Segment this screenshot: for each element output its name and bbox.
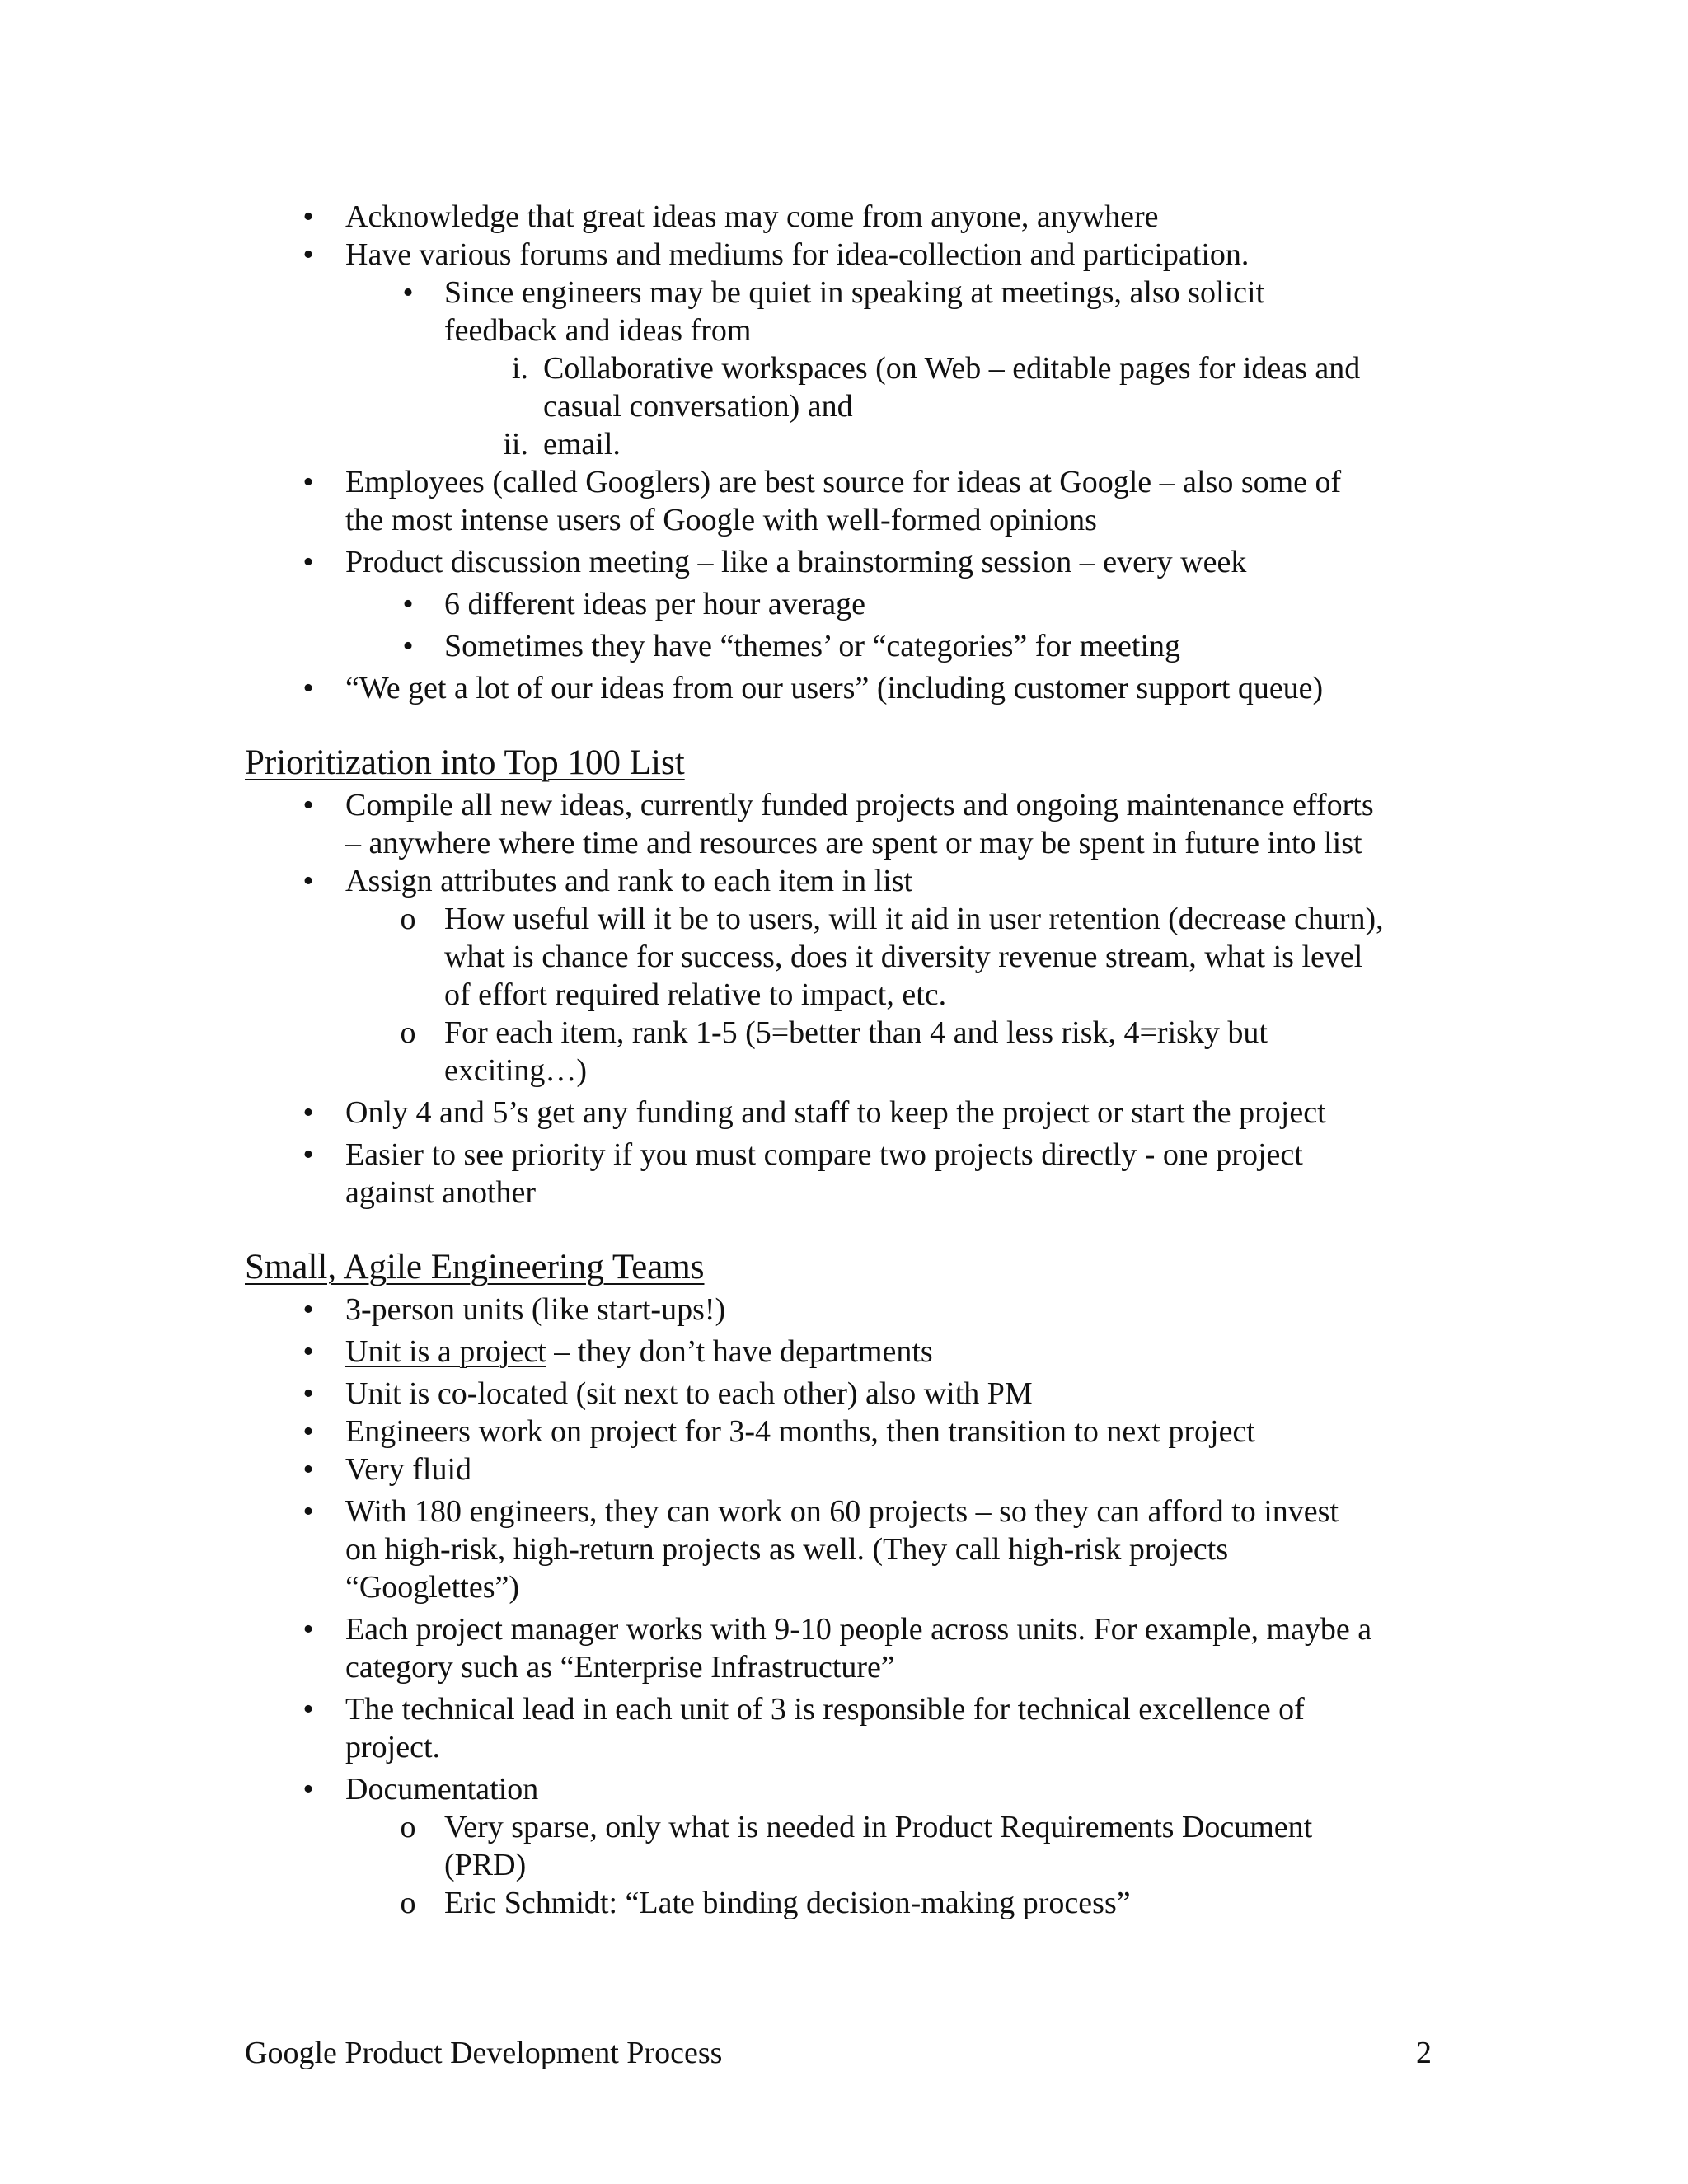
list-item: • Sometimes they have “themes’ or “categories” for meeting [245,627,1440,665]
bullet-icon: • [402,629,414,663]
bullet-icon: • [302,1772,314,1807]
list-item: i. Collaborative workspaces (on Web – editable pages for ideas and [245,349,1440,387]
list-item: ii. email. [245,425,1440,463]
list-item-continuation: category such as “Enterprise Infrastructure” [345,1650,895,1685]
list-item: • Unit is co-located (sit next to each other) also with PM [245,1375,1440,1413]
section-heading-prioritization: Prioritization into Top 100 List [245,743,685,782]
bullet-icon: • [302,199,314,234]
bullet-icon: • [302,1292,314,1327]
list-item: • Product discussion meeting – like a brainstorming session – every week [245,543,1440,581]
list-item: • Very fluid [245,1451,1440,1488]
bullet-icon: • [302,1334,314,1369]
list-item: • The technical lead in each unit of 3 is responsible for technical excellence of [245,1690,1440,1728]
list-item: • Easier to see priority if you must compare two projects directly - one project [245,1136,1440,1174]
list-item: • With 180 engineers, they can work on 60 projects – so they can afford to invest [245,1493,1440,1530]
bullet-icon: • [302,1612,314,1647]
list-item: • 3-person units (like start-ups!) [245,1291,1440,1329]
list-item-continuation: project. [345,1730,441,1765]
list-item: • Unit is a project – they don’t have departments [245,1333,1440,1371]
circle-bullet-icon: o [400,1886,416,1920]
idea-sources-list [245,198,1440,707]
bullet-icon: • [302,1494,314,1529]
bullet-icon: • [302,545,314,579]
circle-bullet-icon: o [400,1810,416,1844]
page-footer [245,2034,1432,2072]
list-item: o Eric Schmidt: “Late binding decision-making process” [245,1884,1440,1922]
roman-numeral-marker: i. [511,351,528,386]
page-number: 2 [1416,2036,1432,2070]
list-item-continuation: exciting…) [444,1053,588,1088]
footer-title: Google Product Development Process [245,2036,723,2070]
bullet-icon: • [302,1095,314,1130]
list-item-continuation: casual conversation) and [543,389,853,424]
list-item: • Each project manager works with 9-10 people across units. For example, maybe a [245,1610,1440,1648]
list-item: • Acknowledge that great ideas may come from anyone, anywhere [245,198,1440,236]
bullet-icon: • [302,1137,314,1172]
section-heading-teams: Small, Agile Engineering Teams [245,1248,705,1286]
list-item: o For each item, rank 1-5 (5=better than 4 and less risk, 4=risky but [245,1014,1440,1052]
list-item-continuation: – anywhere where time and resources are spent or may be spent in future into list [345,826,1362,860]
list-item-continuation: against another [345,1175,537,1210]
bullet-icon: • [302,1414,314,1449]
list-item-continuation: the most intense users of Google with well-formed opinions [345,503,1097,537]
list-item: • 6 different ideas per hour average [245,585,1440,623]
bullet-icon: • [302,465,314,499]
list-item: o Very sparse, only what is needed in Product Requirements Document [245,1808,1440,1846]
list-item-continuation: on high-risk, high-return projects as well. (They call high-risk projects [345,1532,1229,1567]
list-item-continuation: of effort required relative to impact, etc. [444,977,947,1012]
bullet-icon: • [302,237,314,272]
roman-numeral-marker: ii. [503,427,528,462]
bullet-icon: • [302,1692,314,1727]
list-item: • Since engineers may be quiet in speaking at meetings, also solicit [245,274,1440,312]
list-item-continuation: feedback and ideas from [444,313,752,348]
bullet-icon: • [302,788,314,823]
bullet-icon: • [302,1376,314,1411]
bullet-icon: • [302,1452,314,1487]
list-item: • Only 4 and 5’s get any funding and staff to keep the project or start the project [245,1094,1440,1132]
list-item-continuation: what is chance for success, does it diversity revenue stream, what is level [444,940,1363,974]
list-item-continuation: (PRD) [444,1848,527,1882]
list-item: o How useful will it be to users, will it aid in user retention (decrease churn), [245,900,1440,938]
bullet-icon: • [402,587,414,621]
bullet-icon: • [302,864,314,898]
list-item: • Compile all new ideas, currently funded projects and ongoing maintenance efforts [245,786,1440,824]
list-item: • Documentation [245,1770,1440,1808]
list-item: • Have various forums and mediums for idea-collection and participation. [245,236,1440,274]
bullet-icon: • [302,671,314,705]
teams-list [245,1291,1440,1922]
underlined-phrase: Unit is a project [345,1334,546,1369]
page-body [245,198,1440,1922]
list-item: • Employees (called Googlers) are best source for ideas at Google – also some of [245,463,1440,501]
list-item: • Assign attributes and rank to each item in list [245,862,1440,900]
prioritization-list [245,786,1440,1212]
bullet-icon: • [402,275,414,310]
list-item: • Engineers work on project for 3-4 months, then transition to next project [245,1413,1440,1451]
list-item-continuation: “Googlettes”) [345,1570,520,1605]
circle-bullet-icon: o [400,902,416,936]
list-item: • “We get a lot of our ideas from our users” (including customer support queue) [245,669,1440,707]
circle-bullet-icon: o [400,1015,416,1050]
